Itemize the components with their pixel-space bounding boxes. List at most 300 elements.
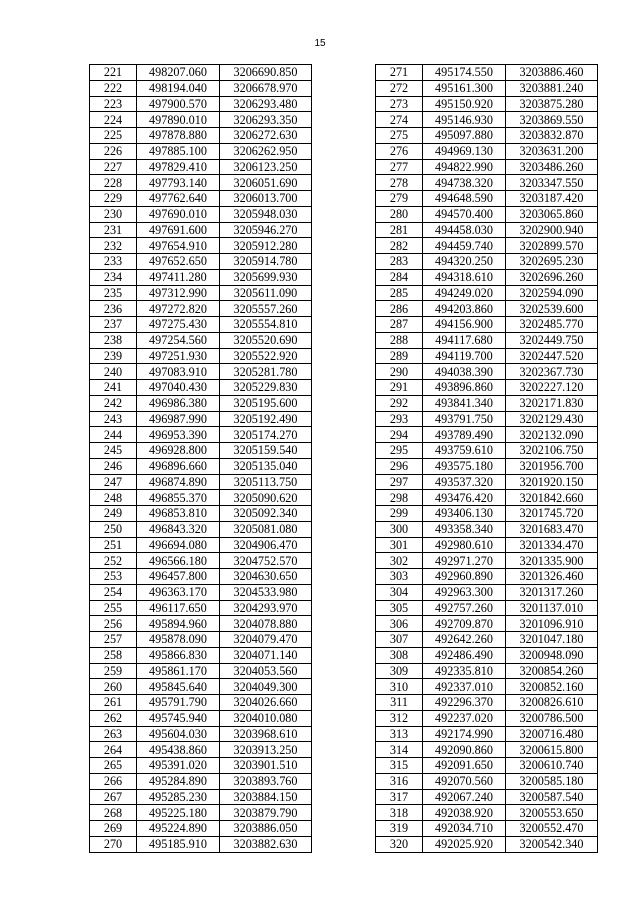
table-row	[376, 647, 598, 663]
y-coordinate-cell: 3205946.270	[220, 222, 312, 238]
table-row	[376, 411, 598, 427]
point-number-cell: 265	[90, 758, 137, 774]
x-coordinate-cell: 493896.860	[423, 380, 506, 396]
point-number-cell: 290	[376, 364, 423, 380]
point-number-cell: 275	[376, 128, 423, 144]
y-coordinate-cell: 3205090.620	[220, 490, 312, 506]
point-number-cell: 304	[376, 584, 423, 600]
table-row	[376, 773, 598, 789]
table-row	[90, 80, 312, 96]
y-coordinate-cell: 3203875.280	[506, 96, 598, 112]
x-coordinate-cell: 494320.250	[423, 254, 506, 270]
table-row	[90, 474, 312, 490]
point-number-cell: 235	[90, 285, 137, 301]
point-number-cell: 269	[90, 821, 137, 837]
y-coordinate-cell: 3204049.300	[220, 679, 312, 695]
x-coordinate-cell: 495791.790	[137, 695, 220, 711]
x-coordinate-cell: 492237.020	[423, 710, 506, 726]
y-coordinate-cell: 3201137.010	[506, 600, 598, 616]
y-coordinate-cell: 3202129.430	[506, 411, 598, 427]
point-number-cell: 233	[90, 254, 137, 270]
x-coordinate-cell: 495161.300	[423, 80, 506, 96]
table-row	[376, 569, 598, 585]
table-row	[90, 521, 312, 537]
y-coordinate-cell: 3202227.120	[506, 380, 598, 396]
table-row	[376, 789, 598, 805]
table-row	[376, 679, 598, 695]
table-row	[90, 821, 312, 837]
x-coordinate-cell: 497900.570	[137, 96, 220, 112]
x-coordinate-cell: 497083.910	[137, 364, 220, 380]
y-coordinate-cell: 3205092.340	[220, 506, 312, 522]
y-coordinate-cell: 3202695.230	[506, 254, 598, 270]
table-row	[90, 647, 312, 663]
y-coordinate-cell: 3204752.570	[220, 553, 312, 569]
x-coordinate-cell: 492174.990	[423, 726, 506, 742]
point-number-cell: 303	[376, 569, 423, 585]
y-coordinate-cell: 3205135.040	[220, 458, 312, 474]
x-coordinate-cell: 494458.030	[423, 222, 506, 238]
point-number-cell: 271	[376, 65, 423, 81]
point-number-cell: 237	[90, 317, 137, 333]
point-number-cell: 318	[376, 805, 423, 821]
point-number-cell: 291	[376, 380, 423, 396]
y-coordinate-cell: 3202485.770	[506, 317, 598, 333]
table-row	[376, 285, 598, 301]
point-number-cell: 238	[90, 332, 137, 348]
y-coordinate-cell: 3200948.090	[506, 647, 598, 663]
point-number-cell: 259	[90, 663, 137, 679]
x-coordinate-cell: 493358.340	[423, 521, 506, 537]
y-coordinate-cell: 3200615.800	[506, 742, 598, 758]
point-number-cell: 277	[376, 159, 423, 175]
x-coordinate-cell: 492757.260	[423, 600, 506, 616]
y-coordinate-cell: 3204293.970	[220, 600, 312, 616]
table-row	[376, 380, 598, 396]
x-coordinate-cell: 497275.430	[137, 317, 220, 333]
table-row	[376, 710, 598, 726]
point-number-cell: 294	[376, 427, 423, 443]
y-coordinate-cell: 3202447.520	[506, 348, 598, 364]
y-coordinate-cell: 3206013.700	[220, 191, 312, 207]
y-coordinate-cell: 3201326.460	[506, 569, 598, 585]
point-number-cell: 234	[90, 269, 137, 285]
y-coordinate-cell: 3205159.540	[220, 443, 312, 459]
y-coordinate-cell: 3203881.240	[506, 80, 598, 96]
table-row	[90, 143, 312, 159]
point-number-cell: 236	[90, 301, 137, 317]
y-coordinate-cell: 3203065.860	[506, 206, 598, 222]
y-coordinate-cell: 3203347.550	[506, 175, 598, 191]
x-coordinate-cell: 497652.650	[137, 254, 220, 270]
x-coordinate-cell: 494738.320	[423, 175, 506, 191]
y-coordinate-cell: 3200852.160	[506, 679, 598, 695]
table-row	[90, 584, 312, 600]
x-coordinate-cell: 497762.640	[137, 191, 220, 207]
point-number-cell: 242	[90, 395, 137, 411]
point-number-cell: 263	[90, 726, 137, 742]
x-coordinate-cell: 494570.400	[423, 206, 506, 222]
point-number-cell: 225	[90, 128, 137, 144]
y-coordinate-cell: 3200542.340	[506, 836, 598, 852]
y-coordinate-cell: 3200552.470	[506, 821, 598, 837]
y-coordinate-cell: 3202106.750	[506, 443, 598, 459]
x-coordinate-cell: 497411.280	[137, 269, 220, 285]
point-number-cell: 281	[376, 222, 423, 238]
point-number-cell: 250	[90, 521, 137, 537]
y-coordinate-cell: 3202539.600	[506, 301, 598, 317]
x-coordinate-cell: 497829.410	[137, 159, 220, 175]
x-coordinate-cell: 494648.590	[423, 191, 506, 207]
point-number-cell: 285	[376, 285, 423, 301]
point-number-cell: 282	[376, 238, 423, 254]
table-row	[376, 836, 598, 852]
point-number-cell: 222	[90, 80, 137, 96]
table-row	[376, 663, 598, 679]
y-coordinate-cell: 3204079.470	[220, 632, 312, 648]
table-row	[376, 364, 598, 380]
y-coordinate-cell: 3200854.260	[506, 663, 598, 679]
x-coordinate-cell: 494969.130	[423, 143, 506, 159]
y-coordinate-cell: 3203631.200	[506, 143, 598, 159]
y-coordinate-cell: 3203869.550	[506, 112, 598, 128]
point-number-cell: 262	[90, 710, 137, 726]
point-number-cell: 255	[90, 600, 137, 616]
y-coordinate-cell: 3201920.150	[506, 474, 598, 490]
x-coordinate-cell: 497793.140	[137, 175, 220, 191]
table-row	[90, 616, 312, 632]
point-number-cell: 278	[376, 175, 423, 191]
point-number-cell: 226	[90, 143, 137, 159]
x-coordinate-cell: 497890.010	[137, 112, 220, 128]
x-coordinate-cell: 492038.920	[423, 805, 506, 821]
y-coordinate-cell: 3202899.570	[506, 238, 598, 254]
table-row	[376, 112, 598, 128]
point-number-cell: 241	[90, 380, 137, 396]
y-coordinate-cell: 3201745.720	[506, 506, 598, 522]
y-coordinate-cell: 3206293.350	[220, 112, 312, 128]
x-coordinate-cell: 492709.870	[423, 616, 506, 632]
x-coordinate-cell: 497251.930	[137, 348, 220, 364]
table-row	[90, 663, 312, 679]
y-coordinate-cell: 3204630.650	[220, 569, 312, 585]
x-coordinate-cell: 492960.890	[423, 569, 506, 585]
table-row	[90, 632, 312, 648]
table-row	[90, 726, 312, 742]
table-row	[376, 191, 598, 207]
x-coordinate-cell: 496363.170	[137, 584, 220, 600]
y-coordinate-cell: 3201047.180	[506, 632, 598, 648]
x-coordinate-cell: 493789.490	[423, 427, 506, 443]
table-row	[376, 238, 598, 254]
x-coordinate-cell: 497654.910	[137, 238, 220, 254]
x-coordinate-cell: 496987.990	[137, 411, 220, 427]
y-coordinate-cell: 3203886.460	[506, 65, 598, 81]
x-coordinate-cell: 496855.370	[137, 490, 220, 506]
x-coordinate-cell: 496853.810	[137, 506, 220, 522]
point-number-cell: 312	[376, 710, 423, 726]
point-number-cell: 257	[90, 632, 137, 648]
y-coordinate-cell: 3205174.270	[220, 427, 312, 443]
x-coordinate-cell: 496953.390	[137, 427, 220, 443]
point-number-cell: 229	[90, 191, 137, 207]
point-number-cell: 248	[90, 490, 137, 506]
x-coordinate-cell: 493537.320	[423, 474, 506, 490]
y-coordinate-cell: 3204026.660	[220, 695, 312, 711]
table-row	[376, 348, 598, 364]
y-coordinate-cell: 3201334.470	[506, 537, 598, 553]
point-number-cell: 316	[376, 773, 423, 789]
point-number-cell: 228	[90, 175, 137, 191]
point-number-cell: 301	[376, 537, 423, 553]
table-row	[90, 411, 312, 427]
y-coordinate-cell: 3205914.780	[220, 254, 312, 270]
point-number-cell: 256	[90, 616, 137, 632]
point-number-cell: 272	[376, 80, 423, 96]
x-coordinate-cell: 493575.180	[423, 458, 506, 474]
x-coordinate-cell: 495146.930	[423, 112, 506, 128]
table-row	[376, 600, 598, 616]
table-row	[376, 301, 598, 317]
page-number: 15	[314, 38, 326, 49]
table-row	[90, 395, 312, 411]
point-number-cell: 317	[376, 789, 423, 805]
table-row	[376, 128, 598, 144]
x-coordinate-cell: 498194.040	[137, 80, 220, 96]
x-coordinate-cell: 492070.560	[423, 773, 506, 789]
table-row	[376, 443, 598, 459]
point-number-cell: 240	[90, 364, 137, 380]
x-coordinate-cell: 496843.320	[137, 521, 220, 537]
y-coordinate-cell: 3206123.250	[220, 159, 312, 175]
point-number-cell: 231	[90, 222, 137, 238]
table-row	[376, 726, 598, 742]
point-number-cell: 266	[90, 773, 137, 789]
y-coordinate-cell: 3201335.900	[506, 553, 598, 569]
point-number-cell: 243	[90, 411, 137, 427]
x-coordinate-cell: 496566.180	[137, 553, 220, 569]
table-row	[376, 458, 598, 474]
x-coordinate-cell: 497254.560	[137, 332, 220, 348]
x-coordinate-cell: 494459.740	[423, 238, 506, 254]
y-coordinate-cell: 3204053.560	[220, 663, 312, 679]
table-row	[90, 269, 312, 285]
point-number-cell: 227	[90, 159, 137, 175]
y-coordinate-cell: 3202367.730	[506, 364, 598, 380]
table-row	[376, 143, 598, 159]
table-row	[376, 206, 598, 222]
y-coordinate-cell: 3203913.250	[220, 742, 312, 758]
table-row	[90, 96, 312, 112]
table-row	[90, 427, 312, 443]
x-coordinate-cell: 495391.020	[137, 758, 220, 774]
y-coordinate-cell: 3205522.920	[220, 348, 312, 364]
table-row	[376, 317, 598, 333]
x-coordinate-cell: 496874.890	[137, 474, 220, 490]
x-coordinate-cell: 492486.490	[423, 647, 506, 663]
table-row	[376, 805, 598, 821]
point-number-cell: 252	[90, 553, 137, 569]
x-coordinate-cell: 495174.550	[423, 65, 506, 81]
x-coordinate-cell: 494249.020	[423, 285, 506, 301]
y-coordinate-cell: 3203187.420	[506, 191, 598, 207]
table-row	[376, 159, 598, 175]
point-number-cell: 264	[90, 742, 137, 758]
point-number-cell: 307	[376, 632, 423, 648]
table-row	[90, 380, 312, 396]
y-coordinate-cell: 3206262.950	[220, 143, 312, 159]
point-number-cell: 319	[376, 821, 423, 837]
table-row	[376, 521, 598, 537]
table-row	[376, 584, 598, 600]
x-coordinate-cell: 492067.240	[423, 789, 506, 805]
table-row	[90, 506, 312, 522]
point-number-cell: 287	[376, 317, 423, 333]
table-row	[90, 238, 312, 254]
point-number-cell: 292	[376, 395, 423, 411]
x-coordinate-cell: 497272.820	[137, 301, 220, 317]
point-number-cell: 308	[376, 647, 423, 663]
point-number-cell: 297	[376, 474, 423, 490]
table-row	[376, 395, 598, 411]
x-coordinate-cell: 495745.940	[137, 710, 220, 726]
point-number-cell: 260	[90, 679, 137, 695]
point-number-cell: 309	[376, 663, 423, 679]
x-coordinate-cell: 494156.900	[423, 317, 506, 333]
point-number-cell: 274	[376, 112, 423, 128]
point-number-cell: 320	[376, 836, 423, 852]
x-coordinate-cell: 493841.340	[423, 395, 506, 411]
y-coordinate-cell: 3203832.870	[506, 128, 598, 144]
table-row	[90, 836, 312, 852]
x-coordinate-cell: 497885.100	[137, 143, 220, 159]
point-number-cell: 283	[376, 254, 423, 270]
x-coordinate-cell: 492337.010	[423, 679, 506, 695]
y-coordinate-cell: 3203486.260	[506, 159, 598, 175]
point-number-cell: 310	[376, 679, 423, 695]
table-row	[90, 758, 312, 774]
y-coordinate-cell: 3204078.880	[220, 616, 312, 632]
table-row	[90, 159, 312, 175]
point-number-cell: 267	[90, 789, 137, 805]
table-row	[90, 128, 312, 144]
coordinates-table-left	[89, 64, 312, 853]
table-row	[376, 821, 598, 837]
y-coordinate-cell: 3202132.090	[506, 427, 598, 443]
y-coordinate-cell: 3202696.260	[506, 269, 598, 285]
x-coordinate-cell: 492980.610	[423, 537, 506, 553]
x-coordinate-cell: 492971.270	[423, 553, 506, 569]
x-coordinate-cell: 495866.830	[137, 647, 220, 663]
y-coordinate-cell: 3205554.810	[220, 317, 312, 333]
x-coordinate-cell: 495150.920	[423, 96, 506, 112]
y-coordinate-cell: 3202900.940	[506, 222, 598, 238]
point-number-cell: 249	[90, 506, 137, 522]
table-row	[90, 773, 312, 789]
x-coordinate-cell: 495861.170	[137, 663, 220, 679]
x-coordinate-cell: 495845.640	[137, 679, 220, 695]
point-number-cell: 239	[90, 348, 137, 364]
x-coordinate-cell: 497312.990	[137, 285, 220, 301]
x-coordinate-cell: 492335.810	[423, 663, 506, 679]
table-row	[90, 805, 312, 821]
table-row	[90, 222, 312, 238]
y-coordinate-cell: 3202171.830	[506, 395, 598, 411]
point-number-cell: 261	[90, 695, 137, 711]
table-row	[376, 537, 598, 553]
point-number-cell: 279	[376, 191, 423, 207]
y-coordinate-cell: 3205229.830	[220, 380, 312, 396]
point-number-cell: 315	[376, 758, 423, 774]
x-coordinate-cell: 497690.010	[137, 206, 220, 222]
x-coordinate-cell: 493476.420	[423, 490, 506, 506]
table-row	[90, 458, 312, 474]
point-number-cell: 244	[90, 427, 137, 443]
x-coordinate-cell: 492091.650	[423, 758, 506, 774]
coordinates-table-right	[375, 64, 598, 853]
table-row	[90, 175, 312, 191]
point-number-cell: 314	[376, 742, 423, 758]
y-coordinate-cell: 3206051.690	[220, 175, 312, 191]
table-row	[376, 269, 598, 285]
point-number-cell: 295	[376, 443, 423, 459]
table-row	[376, 332, 598, 348]
x-coordinate-cell: 497691.600	[137, 222, 220, 238]
y-coordinate-cell: 3205611.090	[220, 285, 312, 301]
y-coordinate-cell: 3206293.480	[220, 96, 312, 112]
table-row	[90, 332, 312, 348]
y-coordinate-cell: 3205113.750	[220, 474, 312, 490]
y-coordinate-cell: 3203968.610	[220, 726, 312, 742]
point-number-cell: 296	[376, 458, 423, 474]
y-coordinate-cell: 3206690.850	[220, 65, 312, 81]
point-number-cell: 302	[376, 553, 423, 569]
point-number-cell: 245	[90, 443, 137, 459]
y-coordinate-cell: 3201842.660	[506, 490, 598, 506]
point-number-cell: 284	[376, 269, 423, 285]
y-coordinate-cell: 3200610.740	[506, 758, 598, 774]
table-row	[90, 569, 312, 585]
point-number-cell: 247	[90, 474, 137, 490]
table-row	[90, 301, 312, 317]
x-coordinate-cell: 496457.800	[137, 569, 220, 585]
x-coordinate-cell: 492034.710	[423, 821, 506, 837]
y-coordinate-cell: 3206272.630	[220, 128, 312, 144]
x-coordinate-cell: 496896.660	[137, 458, 220, 474]
x-coordinate-cell: 497878.880	[137, 128, 220, 144]
y-coordinate-cell: 3204906.470	[220, 537, 312, 553]
point-number-cell: 293	[376, 411, 423, 427]
table-row	[376, 490, 598, 506]
table-row	[90, 348, 312, 364]
y-coordinate-cell: 3202449.750	[506, 332, 598, 348]
point-number-cell: 268	[90, 805, 137, 821]
x-coordinate-cell: 495225.180	[137, 805, 220, 821]
table-row	[90, 789, 312, 805]
y-coordinate-cell: 3204010.080	[220, 710, 312, 726]
point-number-cell: 280	[376, 206, 423, 222]
table-row	[376, 65, 598, 81]
y-coordinate-cell: 3205281.780	[220, 364, 312, 380]
y-coordinate-cell: 3205192.490	[220, 411, 312, 427]
y-coordinate-cell: 3203901.510	[220, 758, 312, 774]
point-number-cell: 306	[376, 616, 423, 632]
x-coordinate-cell: 492642.260	[423, 632, 506, 648]
x-coordinate-cell: 496928.800	[137, 443, 220, 459]
x-coordinate-cell: 496694.080	[137, 537, 220, 553]
point-number-cell: 258	[90, 647, 137, 663]
table-row	[90, 695, 312, 711]
